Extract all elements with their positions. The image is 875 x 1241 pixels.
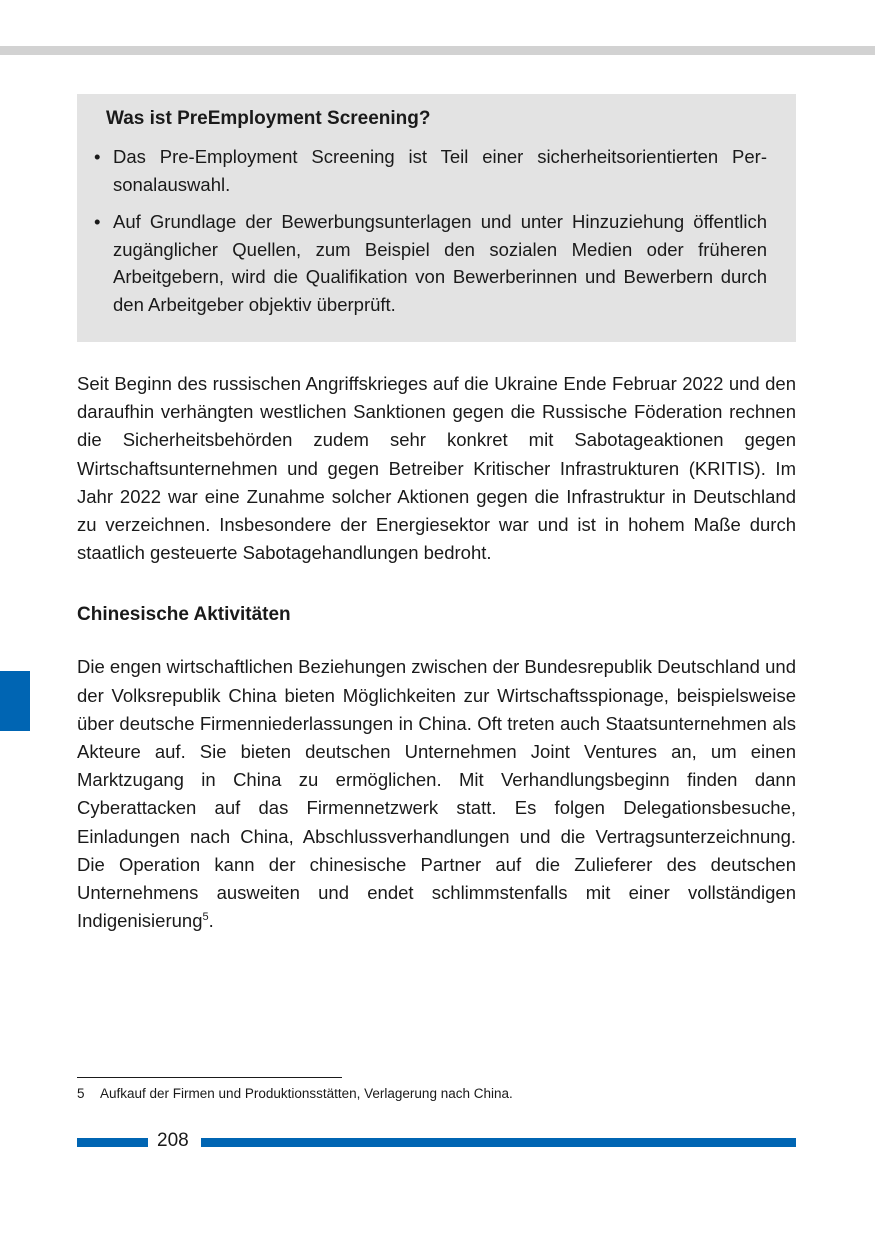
bullet-icon: • — [94, 146, 101, 167]
section-heading: Chinesische Aktivitäten — [77, 604, 291, 626]
info-box-list-item — [94, 208, 767, 318]
page-number: 208 — [157, 1130, 189, 1151]
footnote — [77, 1085, 513, 1103]
body-paragraph: Seit Beginn des russischen Angriffskrieges auf die Ukraine Ende Februar 2022 und den daraufhin verhängten westlichen Sanktionen gegen die Russische Föderation rechnen die Sicherheitsbehörden zudem sehr konkret mit Sabotageaktionen gegen Wirtschaftsunternehmen und gegen Betreiber Kritischer Infrastrukturen (KRITIS). Im Jahr 2022 war eine Zunahme solcher Aktionen gegen die Infrastruktur in Deutschland zu verzeichnen. Insbesondere der Energiesektor war und ist in hohem Maße durch staatlich gesteuerte Sabotagehandlungen bedroht. — [77, 373, 796, 564]
chapter-marker-tab — [0, 671, 30, 731]
main-content — [77, 370, 796, 935]
body-paragraph — [77, 653, 796, 935]
footnote-number: 5 — [77, 1086, 85, 1101]
footnote-separator — [77, 1077, 342, 1078]
header-rule — [0, 46, 875, 55]
footer-bar-left — [77, 1138, 148, 1147]
footnote-text: Aufkauf der Firmen und Produktionsstätten, Verlagerung nach China. — [100, 1086, 513, 1101]
info-box-list-item-text: Das Pre-Employment Screening ist Teil einer sicherheitsorientierten Personalauswahl. — [113, 146, 767, 195]
info-box-title: Was ist PreEmployment Screening? — [106, 108, 431, 129]
bullet-icon: • — [94, 211, 101, 232]
info-box-list-item — [94, 143, 767, 198]
page-footer — [77, 1128, 796, 1154]
body-paragraph-text: Die engen wirtschaftlichen Beziehungen zwischen der Bundesrepublik Deutschland und der Volksrepublik China bieten Möglichkeiten zur Wirtschaftsspionage, beispielsweise über deutsche Firmenniederlassungen in China. Oft treten auch Staatsunternehmen als Akteure auf. Sie bieten deutschen Unternehmen Joint Ventures an, um einen Marktzugang in China zu ermöglichen. Mit Verhandlungsbeginn finden dann Cyberattacken auf das Firmennetzwerk statt. Es folgen Delegationsbesuche, Einladungen nach China, Abschlussverhandlungen und die Vertragsunterzeichnung. Die Operation kann der chinesische Partner auf die Zulieferer des deutschen Unternehmens ausweiten und endet schlimmstenfalls mit einer vollständigen Indigenisierung — [77, 656, 796, 932]
info-box-list-item-text: Auf Grundlage der Bewerbungsunterlagen und unter Hinzuziehung öffentlich zugänglicher Quellen, zum Beispiel den sozialen Medien oder früheren Arbeitgebern, wird die Qualifikation von Bewerberinnen und Bewerbern durch den Arbeitgeber objektiv überprüft. — [113, 211, 767, 315]
info-box-list — [94, 143, 767, 318]
body-paragraph-end: . — [208, 910, 214, 932]
footer-bar-right — [201, 1138, 796, 1147]
footnote-reference[interactable]: 5 — [202, 911, 209, 924]
info-box — [77, 94, 796, 342]
